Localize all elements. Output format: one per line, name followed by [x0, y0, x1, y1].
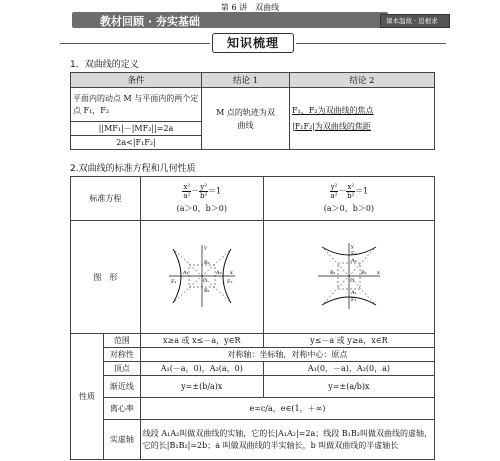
- section-title: 知识梳理: [226, 36, 279, 50]
- prop-label-text: 性质: [79, 391, 95, 401]
- row-ecc-key: 离心率: [104, 398, 141, 420]
- page-title: 第 6 讲 双曲线: [220, 3, 280, 12]
- row-ecc-val: e=c/a，e∈(1，＋∞): [140, 398, 434, 420]
- den: b²: [347, 192, 355, 200]
- num: y²: [330, 183, 338, 191]
- concl-2: [290, 88, 435, 150]
- row-axis-key: 实虚轴: [104, 420, 141, 460]
- lbl-f2-r: F₂: [350, 251, 357, 257]
- den: a²: [183, 192, 191, 200]
- lbl-b2: B₂: [203, 260, 210, 266]
- lbl-a1-r: A₁: [350, 290, 357, 296]
- lbl-a2-r: A₂: [350, 258, 357, 264]
- cond-left: (a＞0，b＞0): [176, 204, 227, 213]
- col-conclusion2: 结论 2: [290, 73, 435, 88]
- std-eq-right: $\frac{\text{y²}}{\text{a²}}-$ $\frac{\text{x²}}{\text{b²}}=1$ (a＞0，b＞0): [263, 177, 434, 221]
- row-range-left: x≥a 或 x≤－a，y∈R: [140, 334, 263, 348]
- concl-2b: |F₁F₂|为双曲线的焦距: [292, 121, 371, 131]
- lbl-x: x: [229, 270, 233, 276]
- cond-2: ||MF₁|－|MF₂||=2a: [71, 122, 202, 136]
- concl-1: M 点的轨迹为双曲线: [202, 88, 290, 150]
- std-eq-left: $\frac{\text{x²}}{\text{a²}}-$ $\frac{\text{y²}}{\text{b²}}=1$ (a＞0，b＞0): [140, 177, 263, 221]
- row-asym-right: y=±(a/b)x: [263, 376, 434, 398]
- lbl-f1-r: F₁: [350, 297, 357, 303]
- num: x²: [183, 183, 191, 191]
- row-vertex-right: A₁(0，－a)，A₂(0，a): [263, 362, 434, 376]
- col-conclusion1: 结论 1: [202, 73, 290, 88]
- lbl-b1: B₁: [203, 288, 210, 294]
- section-title-box: [212, 33, 294, 53]
- lbl-y: y: [203, 245, 207, 251]
- hyperbola-horizontal-diagram: [167, 241, 237, 311]
- sec1-heading: 1．双曲线的定义: [70, 60, 139, 70]
- row-vertex-left: A₁(－a，0)，A₂(a，0): [140, 362, 263, 376]
- lbl-b2-r: B₂: [360, 270, 367, 276]
- row-vertex-key: 顶点: [104, 362, 141, 376]
- col-condition: 条件: [71, 73, 202, 88]
- lbl-b1-r: B₁: [329, 270, 336, 276]
- row-sym-key: 对称性: [104, 348, 141, 362]
- prop-label: [71, 334, 104, 460]
- row-range-key: 范围: [104, 334, 141, 348]
- row-range-right: y≤－a 或 y≥a，x∈R: [263, 334, 434, 348]
- row-asym-left: y=±(b/a)x: [140, 376, 263, 398]
- frac-y2a2: [330, 183, 339, 200]
- lbl-o: O: [202, 278, 207, 284]
- divider-right: [296, 43, 446, 44]
- sec2-heading: 2.双曲线的标准方程和几何性质: [70, 164, 196, 174]
- row-asym-key: 渐近线: [104, 376, 141, 398]
- row-axis-val: 线段 A₁A₂叫做双曲线的实轴，它的长|A₁A₂|=2a；线段 B₁B₂叫做双曲线的虚轴，它的长|B₁B₂|=2b；a 叫做双曲线的半实轴长，b 叫做双曲线的半虚轴长: [140, 420, 434, 460]
- cond-right: (a＞0，b＞0): [323, 204, 375, 213]
- concl-2a: F₁、F₂为双曲线的焦点: [292, 105, 374, 115]
- lbl-y-r: y: [350, 244, 354, 250]
- cond-3: 2a<|F₁F₂|: [71, 136, 202, 150]
- lbl-a1: A₁: [182, 270, 189, 276]
- banner-tag: 课本温故 · 追根求源: [380, 14, 450, 28]
- property-table: [70, 176, 435, 460]
- std-label: 标准方程: [71, 177, 141, 221]
- definition-table: [70, 72, 435, 150]
- divider-left: [60, 43, 210, 44]
- frac-y2b2: [199, 183, 208, 200]
- graph-left: [140, 221, 263, 334]
- den: a²: [330, 192, 338, 200]
- frac-x2b2: [346, 183, 355, 200]
- den: b²: [199, 192, 208, 200]
- lbl-x-r: x: [376, 270, 380, 276]
- lbl-o-r: O: [349, 278, 354, 284]
- lbl-f1: F₁: [170, 279, 177, 285]
- num: y²: [200, 183, 208, 191]
- lbl-a2: A₂: [215, 270, 222, 276]
- graph-right: [263, 221, 434, 334]
- section-banner: [60, 12, 450, 37]
- graph-label: 图 形: [71, 221, 141, 334]
- num: x²: [347, 183, 355, 191]
- hyperbola-vertical-diagram: [314, 241, 384, 311]
- lbl-f2: F₂: [226, 279, 233, 285]
- row-sym-val: 对称轴：坐标轴，对称中心：原点: [140, 348, 434, 362]
- cond-1: 平面内的动点 M 与平面内的两个定点 F₁，F₂: [71, 88, 202, 122]
- banner-text: 教材回顾 · 夯实基础: [100, 15, 200, 28]
- frac-x2a2: [182, 183, 191, 200]
